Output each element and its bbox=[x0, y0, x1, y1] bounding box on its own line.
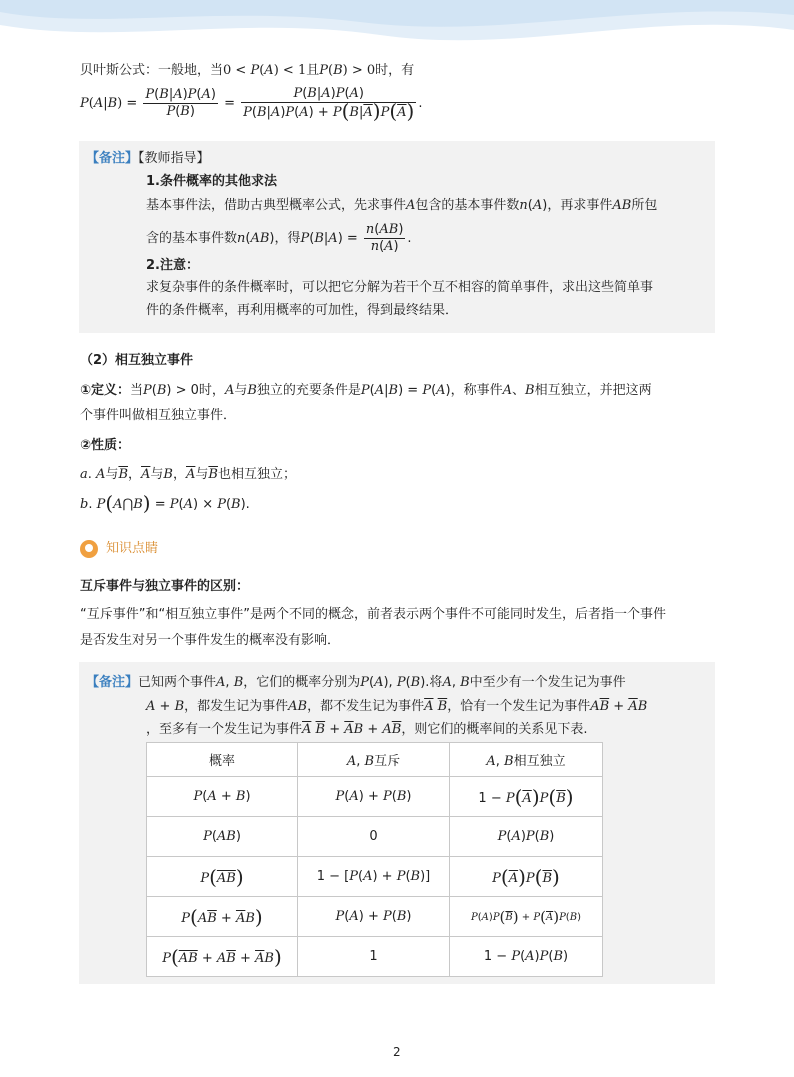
note1-header: 【备注】【教师指导】 bbox=[86, 151, 210, 166]
cell: P(A)P(B) bbox=[450, 817, 603, 857]
table-row bbox=[147, 817, 603, 857]
table-row bbox=[147, 857, 603, 897]
note1-heading-1: 1.条件概率的其他求法 bbox=[146, 174, 277, 189]
lightbulb-icon bbox=[80, 540, 98, 558]
definition-line1: ①定义：当P(B) > 0时，A与B独立的充要条件是P(A|B) = P(A)，称事件A、B相互独立，并把这两 bbox=[80, 383, 652, 398]
header-probability: 概率 bbox=[147, 743, 298, 777]
page-number: 2 bbox=[393, 1045, 401, 1059]
table-row bbox=[147, 897, 603, 937]
cell: 1 − P(A)P(B) bbox=[450, 937, 603, 977]
properties-label: ②性质： bbox=[80, 438, 131, 453]
probability-relations-table bbox=[146, 742, 603, 977]
cell: 1 − [P(A) + P(B)] bbox=[298, 857, 450, 897]
bayes-intro: 贝叶斯公式：一般地，当0 < P(A) < 1且P(B) > 0时，有 bbox=[80, 63, 415, 78]
cell: P(AB) bbox=[147, 817, 298, 857]
definition-line2: 个事件叫做相互独立事件． bbox=[80, 408, 237, 423]
section-title-independent-events: （2）相互独立事件 bbox=[80, 353, 194, 368]
cell: P(A) + P(B) bbox=[298, 777, 450, 817]
cell: 0 bbox=[298, 817, 450, 857]
note2-line3: ，至多有一个发生记为事件$\overline{A}$ $\overline{B} + \overline{A}B + A\overline{B}$，则它们的概率间的关系见下表. bbox=[146, 722, 588, 737]
note1-para-1-line2: 含的基本事件数n(AB)，得P(B|A) = $\frac{n(AB)}{n(A)}$ . bbox=[146, 222, 412, 254]
property-a: a. A与$\overline{B}$，$\overline{A}$与B，$\overline{A}$与$\overline{B}$也相互独立； bbox=[80, 467, 296, 482]
note1-para-1-line1: 基本事件法，借助古典型概率公式，先求事件A包含的基本事件数n(A)，再求事件AB所包 bbox=[146, 198, 658, 213]
cell: $1 - P(\overline{A})P(\overline{B})$ bbox=[450, 777, 603, 817]
table-row bbox=[147, 777, 603, 817]
table-row bbox=[147, 937, 603, 977]
cell: $P(\overline{AB} + A\overline{B} + \overline{A}B)$ bbox=[147, 937, 298, 977]
knowledge-para-line1: “互斥事件”和“相互独立事件”是两个不同的概念，前者表示两个事件不可能同时发生，后者指一个事件 bbox=[80, 607, 666, 622]
header-wave-decoration bbox=[0, 0, 794, 60]
bayes-formula: P(A|B) = $\frac{P(B|A)P(A)}{P(B)}$ = $\frac{P(B|A)P(A)}{P(B|A)P(A) + P(B|\overline{A})P(\overline{A})}$ . bbox=[80, 86, 423, 123]
table-row bbox=[147, 743, 603, 777]
cell: P(A + B) bbox=[147, 777, 298, 817]
note1-para-2-line2: 件的条件概率，再利用概率的可加性，得到最终结果． bbox=[146, 303, 459, 318]
property-b: b. P(A⋂B) = P(A) × P(B). bbox=[80, 491, 250, 515]
cell: $P(\overline{AB})$ bbox=[147, 857, 298, 897]
cell: $P(A\overline{B} + \overline{A}B)$ bbox=[147, 897, 298, 937]
knowledge-label: 知识点睛 bbox=[106, 541, 159, 556]
header-independent: A, B相互独立 bbox=[450, 743, 603, 777]
cell: $P(A)P(\overline{B}) + P(\overline{A})P(B)$ bbox=[450, 897, 603, 937]
note1-para-2-line1: 求复杂事件的条件概率时，可以把它分解为若干个互不相容的简单事件，求出这些简单事 bbox=[146, 280, 654, 295]
note1-heading-2: 2.注意： bbox=[146, 258, 199, 273]
knowledge-para-line2: 是否发生对另一个事件发生的概率没有影响． bbox=[80, 633, 341, 648]
knowledge-title: 互斥事件与独立事件的区别： bbox=[80, 579, 250, 594]
cell: 1 bbox=[298, 937, 450, 977]
note2-line1: 【备注】已知两个事件A, B，它们的概率分别为P(A), P(B).将A, B中至少有一个发生记为事件 bbox=[86, 675, 626, 690]
cell: P(A) + P(B) bbox=[298, 897, 450, 937]
cell: $P(\overline{A})P(\overline{B})$ bbox=[450, 857, 603, 897]
header-mutex: A, B互斥 bbox=[298, 743, 450, 777]
note2-line2: A + B，都发生记为事件AB，都不发生记为事件$\overline{A}$ $\overline{B}$，恰有一个发生记为事件$A\overline{B} + \overline{A}B$ bbox=[146, 699, 648, 714]
